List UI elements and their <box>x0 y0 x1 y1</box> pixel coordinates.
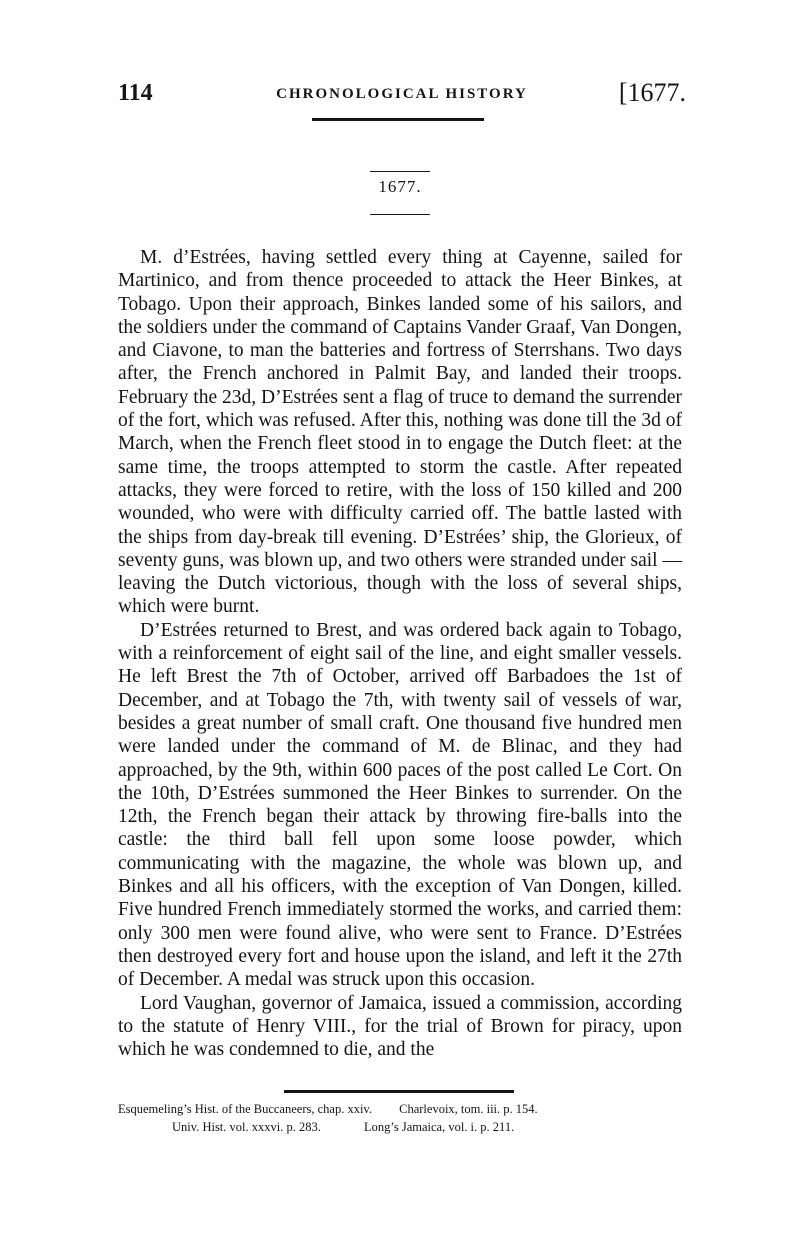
year-rule-top <box>370 171 430 172</box>
page-number: 114 <box>118 80 153 106</box>
footnote-line <box>118 1118 688 1136</box>
footnote-citation: Long’s Jamaica, vol. i. p. 211. <box>363 1120 515 1134</box>
running-title: CHRONOLOGICAL HISTORY <box>276 86 528 102</box>
header-rule <box>312 118 484 121</box>
year-heading: 1677. <box>378 177 422 196</box>
paragraph: M. d’Estrées, having settled every thing at Cayenne, sailed for Martinico, and from thence proceeded to attack the Heer Binkes, at Tobago. Upon their approach, Binkes landed some of his sailors, and the soldiers under the command of Captains Vander Graaf, Van Dongen, and Ciavone, to man the batteries and fortress of Sterrshans. Two days after, the French anchored in Palmit Bay, and landed their troops. February the 23d, D’Estrées sent a flag of truce to demand the surrender of the fort, which was refused. After this, nothing was done till the 3d of March, when the French fleet stood in to engage the Dutch fleet: at the same time, the troops attempted to storm the castle. After repeated attacks, they were forced to retire, with the loss of 150 killed and 200 wounded, who were with difficulty carried off. The battle lasted with the ships from day-break till evening. D’Estrées’ ship, the Glorieux, of seventy guns, was blown up, and two others were stranded under sail — leaving the Dutch victorious, though with the loss of several ships, which were burnt. <box>118 247 682 618</box>
paragraph: Lord Vaughan, governor of Jamaica, issued a commission, according to the statute of Henry VIII., for the trial of Brown for piracy, upon which he was condemned to die, and the <box>118 992 682 1061</box>
footnote-rule <box>284 1090 514 1093</box>
footnote-citation: Charlevoix, tom. iii. p. 154. <box>399 1102 538 1116</box>
footnote-line <box>118 1100 688 1118</box>
paragraph: D’Estrées returned to Brest, and was ordered back again to Tobago, with a reinforcement of eight sail of the line, and eight smaller vessels. He left Brest the 7th of October, arrived off Barbadoes the 1st of December, and at Tobago the 7th, with twenty sail of vessels of war, besides a great number of small craft. One thousand five hundred men were landed under the command of M. de Blinac, and they had approached, by the 9th, within 600 paces of the post called Le Cort. On the 10th, D’Estrées summoned the Heer Binkes to surrender. On the 12th, the French began their attack by throwing fire-balls into the castle: the third ball fell upon some loose powder, which communicating with the magazine, the whole was blown up, and Binkes and all his officers, with the exception of Van Dongen, killed. Five hundred French immediately stormed the works, and carried them: only 300 men were found alive, who were sent to France. D’Estrées then destroyed every fort and house upon the island, and left it the 27th of December. A medal was struck upon this occasion. <box>118 619 682 991</box>
footnote-citation: Esquemeling’s Hist. of the Buccaneers, chap. xxiv. <box>118 1102 372 1116</box>
footnote-citation: Univ. Hist. vol. xxxvi. p. 283. <box>172 1120 321 1134</box>
body-text <box>118 246 682 1061</box>
footnotes <box>118 1100 688 1136</box>
running-header <box>118 78 686 112</box>
header-year: [1677. <box>618 78 686 107</box>
year-rule-bottom <box>370 214 430 215</box>
